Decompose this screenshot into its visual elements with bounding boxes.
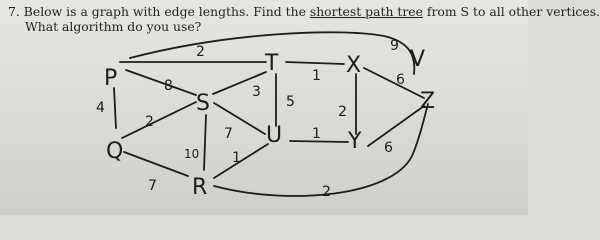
vertex-v: V xyxy=(410,47,426,72)
vertex-r: R xyxy=(192,175,208,200)
weight-s-u: 7 xyxy=(224,126,233,142)
edge-r-u xyxy=(214,144,268,178)
edge-p-s xyxy=(126,70,196,95)
question-number: 7. xyxy=(8,4,20,19)
question-line1-start: Below is a graph with edge lengths. Find the xyxy=(23,4,310,19)
weight-u-y: 1 xyxy=(312,126,321,142)
vertex-z: Z xyxy=(420,89,436,114)
vertex-y: Y xyxy=(348,129,362,154)
vertex-q: Q xyxy=(106,139,124,164)
weight-t-u: 5 xyxy=(286,94,295,110)
weight-x-y: 2 xyxy=(338,104,347,120)
vertex-u: U xyxy=(266,123,283,148)
weight-y-z: 6 xyxy=(384,140,393,156)
weight-t-x: 1 xyxy=(312,68,321,84)
weight-p-q: 4 xyxy=(96,100,105,116)
weight-r-u: 1 xyxy=(232,150,241,166)
edge-y-z xyxy=(368,106,424,146)
weight-p-x: 9 xyxy=(390,38,399,54)
vertex-x: X xyxy=(346,53,362,78)
weight-p-s: 8 xyxy=(164,78,173,94)
vertex-s: S xyxy=(196,91,210,116)
weight-q-s: 2 xyxy=(145,114,154,130)
question-line-2: What algorithm do you use? xyxy=(25,19,202,34)
vertex-t: T xyxy=(265,51,279,76)
weight-r-z: 2 xyxy=(322,184,331,200)
edge-t-x xyxy=(286,62,344,64)
edge-q-s xyxy=(122,102,196,138)
vertex-p: P xyxy=(104,66,118,91)
edge-p-q xyxy=(114,88,116,128)
weight-s-t: 3 xyxy=(252,84,261,100)
edge-r-z xyxy=(214,104,428,196)
weight-p-t: 2 xyxy=(196,44,205,60)
weight-x-z: 6 xyxy=(396,72,405,88)
underlined-phrase: shortest path tree xyxy=(309,4,423,19)
edge-s-u xyxy=(214,103,265,134)
edge-q-r xyxy=(124,152,188,176)
question-line1-end: from S to all other vertices. xyxy=(422,4,600,19)
weight-q-r: 7 xyxy=(148,178,157,194)
weight-s-r: 10 xyxy=(184,147,200,161)
edge-s-r xyxy=(204,115,206,170)
